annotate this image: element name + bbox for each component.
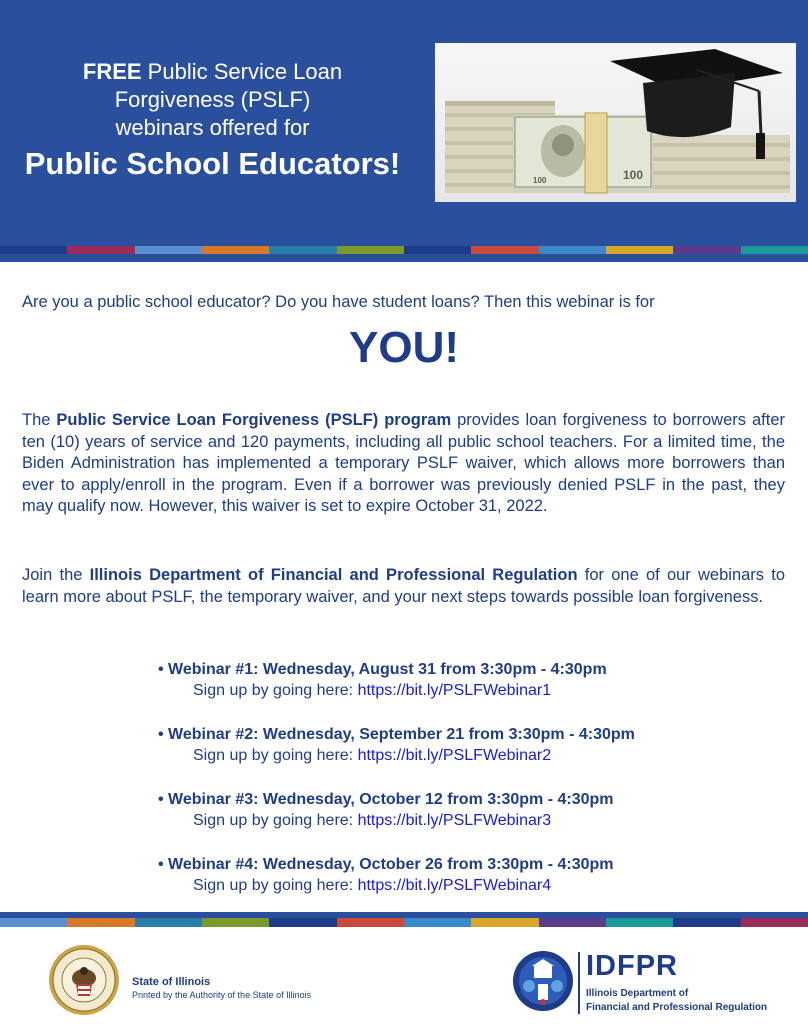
header-title (0, 58, 425, 184)
money-cap-illustration (435, 43, 796, 202)
stripe-segment (539, 918, 606, 927)
stripe-segment (0, 918, 67, 927)
agency-abbreviation: IDFPR (586, 950, 678, 982)
stripe-segment (741, 246, 808, 254)
intro-you: YOU! (349, 323, 459, 372)
stripe-segment (337, 246, 404, 254)
stripe-segment (67, 918, 134, 927)
intro-question: Are you a public school educator? Do you have student loans? Then this webinar is for (22, 293, 655, 311)
webinar-item (158, 659, 778, 724)
header-free: FREE (82, 59, 142, 84)
header-line3: webinars offered for (115, 115, 310, 140)
program-name: Public Service Loan Forgiveness (PSLF) program (56, 411, 452, 429)
stripe-segment (741, 918, 808, 927)
stripe-segment (404, 918, 471, 927)
header-audience: Public School Educators! (24, 146, 401, 181)
signup-label: Sign up by going here: (193, 812, 358, 829)
money-stack-right (640, 135, 790, 193)
webinar-title: • Webinar #1: Wednesday, August 31 from 3:30pm - 4:30pm (158, 661, 607, 678)
header-banner (0, 0, 808, 262)
stripe-segment (606, 246, 673, 254)
webinar-item (158, 724, 778, 789)
stripe-segment (673, 246, 740, 254)
webinar-item (158, 789, 778, 854)
stripe-segment (337, 918, 404, 927)
join-description: Join the Illinois Department of Financial and Professional Regulation for one of our webinars to learn more about PSLF, the temporary waiver, and your next steps towards possible loan forgiveness. (22, 566, 786, 606)
graduation-cap-money-photo (435, 43, 796, 202)
stripe-segment (67, 246, 134, 254)
stripe-segment (471, 918, 538, 927)
stripe-segment (471, 246, 538, 254)
state-name: State of Illinois (132, 976, 211, 988)
signup-link[interactable]: https://bit.ly/PSLFWebinar2 (357, 747, 552, 764)
agency-name: Illinois Department of Financial and Professional Regulation (89, 566, 578, 584)
state-authority: Printed by the Authority of the State of Illinois (132, 990, 312, 1000)
stripe-segment (606, 918, 673, 927)
agency-name-line1: Illinois Department of (586, 988, 689, 999)
webinar-title: • Webinar #3: Wednesday, October 12 from 3:30pm - 4:30pm (158, 791, 614, 808)
stripe-segment (269, 246, 336, 254)
illinois-seal-icon (48, 944, 120, 1016)
hundred-dollar-bundle (513, 113, 653, 193)
agency-name-line2: Financial and Professional Regulation (586, 1002, 768, 1013)
decorative-stripe-top (0, 246, 808, 254)
program-description: The Public Service Loan Forgiveness (PSLF) program provides loan forgiveness to borrowers after ten (10) years of service and 120 payments, including all public school teachers. For a limited time, the Biden Administration has implemented a temporary PSLF waiver, which allows more borrowers than ever to apply/enroll in the program. Even if a borrower was previously denied PSLF in the past, they may qualify now. However, this waiver is set to expire October 31, 2022. (22, 411, 785, 515)
idfpr-logo-icon (512, 950, 574, 1012)
signup-label: Sign up by going here: (193, 682, 358, 699)
stripe-segment (202, 246, 269, 254)
signup-link[interactable]: https://bit.ly/PSLFWebinar3 (357, 812, 552, 829)
stripe-segment (539, 246, 606, 254)
stripe-segment (202, 918, 269, 927)
stripe-segment (135, 918, 202, 927)
signup-label: Sign up by going here: (193, 747, 358, 764)
webinar-list (158, 659, 778, 919)
signup-link[interactable]: https://bit.ly/PSLFWebinar4 (357, 877, 552, 894)
webinar-title: • Webinar #2: Wednesday, September 21 from 3:30pm - 4:30pm (158, 726, 635, 743)
stripe-segment (0, 246, 67, 254)
decorative-stripe-bottom (0, 918, 808, 927)
signup-label: Sign up by going here: (193, 877, 358, 894)
webinar-title: • Webinar #4: Wednesday, October 26 from 3:30pm - 4:30pm (158, 856, 614, 873)
header-line2: Forgiveness (PSLF) (114, 87, 311, 112)
svg-text:100: 100 (533, 176, 547, 185)
logo-divider (578, 952, 580, 1014)
stripe-segment (673, 918, 740, 927)
stripe-segment (135, 246, 202, 254)
webinar-item (158, 854, 778, 919)
stripe-segment (404, 246, 471, 254)
stripe-segment (269, 918, 336, 927)
signup-link[interactable]: https://bit.ly/PSLFWebinar1 (357, 682, 552, 699)
header-line1: Public Service Loan (141, 59, 343, 84)
svg-text:100: 100 (623, 168, 644, 182)
